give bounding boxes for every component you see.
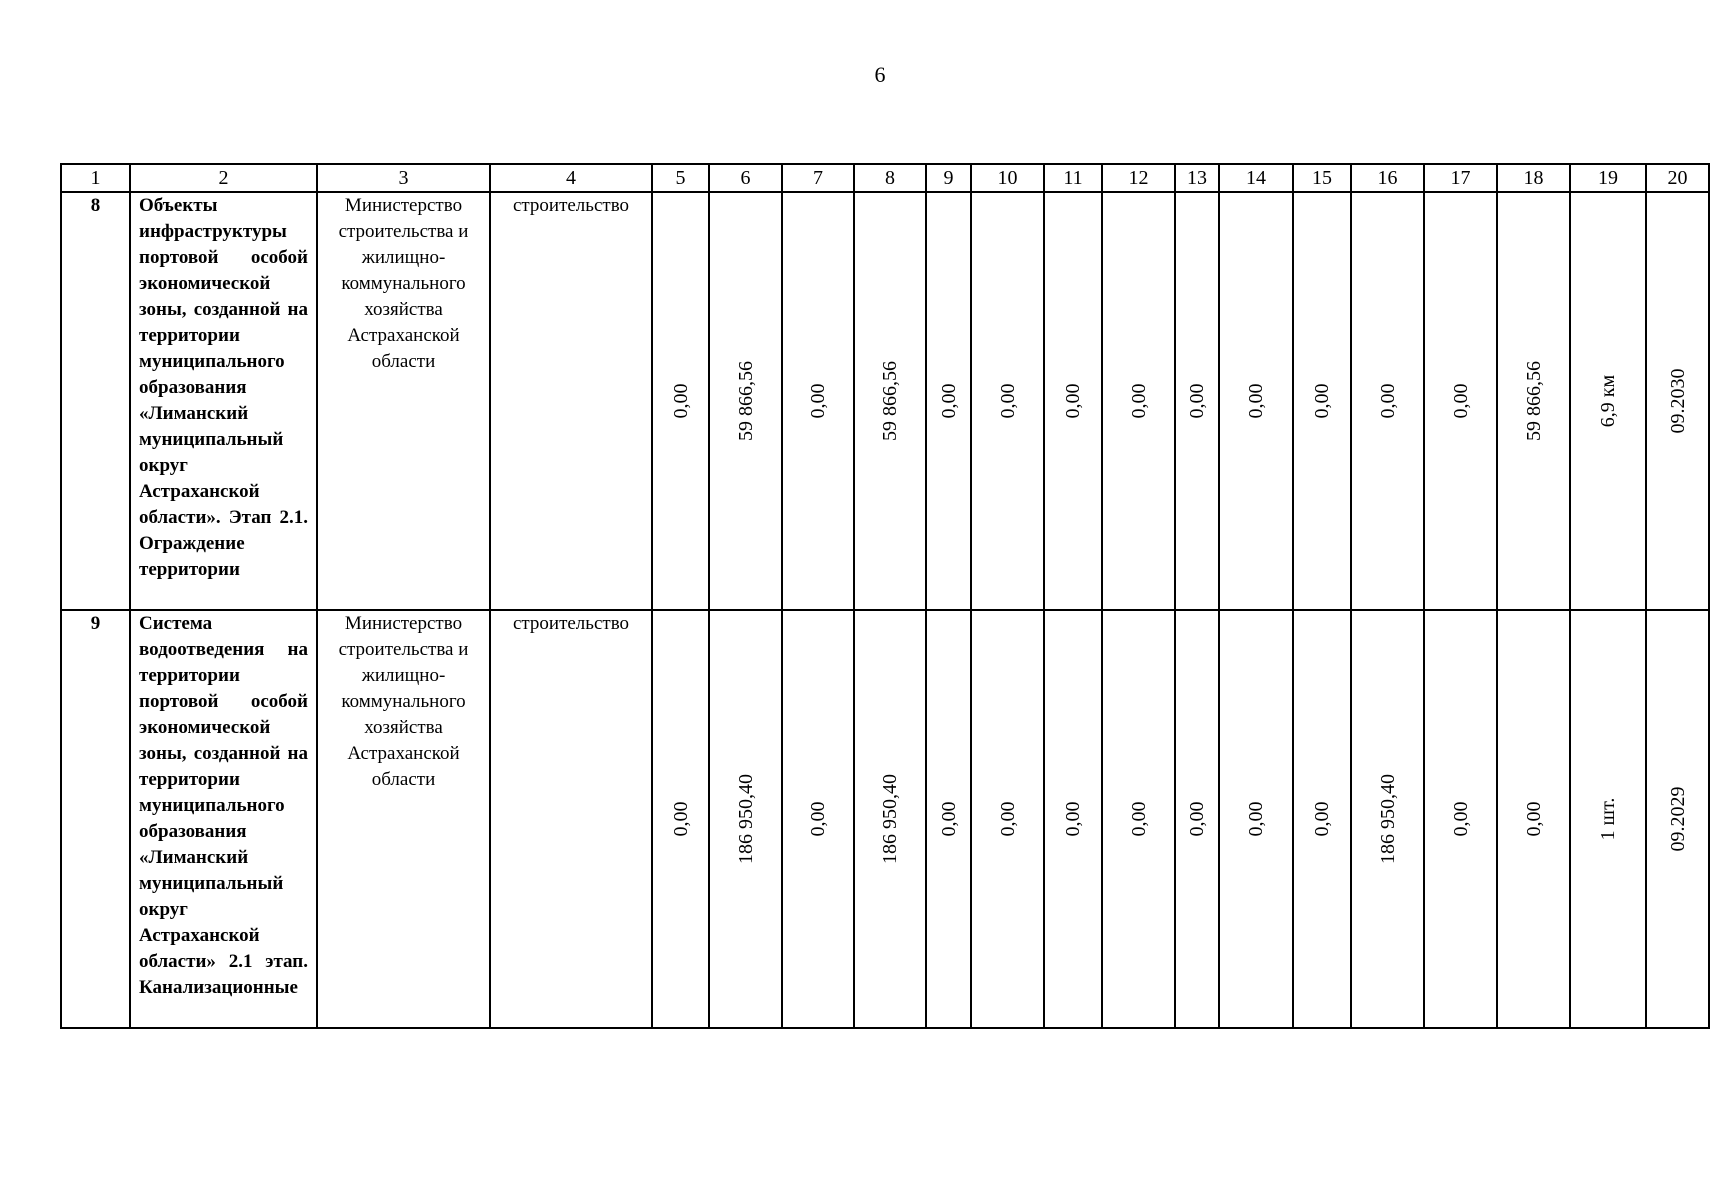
value-cell xyxy=(1293,192,1351,610)
column-header: 13 xyxy=(1175,164,1219,192)
value: 59 866,56 xyxy=(879,361,901,441)
value-cell xyxy=(926,610,971,1028)
page-number: 6 xyxy=(874,62,886,87)
value-cell xyxy=(652,610,709,1028)
column-header: 4 xyxy=(490,164,652,192)
value: 0,00 xyxy=(1311,383,1333,419)
value: 0,00 xyxy=(669,801,692,837)
value: 0,00 xyxy=(1186,801,1208,837)
value-cell xyxy=(782,192,854,610)
value: 186 950,40 xyxy=(734,774,757,864)
value-cell xyxy=(1175,192,1219,610)
value: 09.2029 xyxy=(1666,786,1689,852)
value: 0,00 xyxy=(1311,801,1333,837)
value: 0,00 xyxy=(1376,383,1399,419)
column-header: 6 xyxy=(709,164,782,192)
column-header: 1 xyxy=(61,164,130,192)
value: 59 866,56 xyxy=(734,361,757,441)
column-header: 15 xyxy=(1293,164,1351,192)
column-header: 2 xyxy=(130,164,317,192)
value-cell xyxy=(1175,610,1219,1028)
value-cell xyxy=(1646,192,1709,610)
value: 0,00 xyxy=(1127,801,1150,837)
ministry: Министерство строительства и жилищно-коммунального хозяйства Астраханской области xyxy=(317,192,490,610)
object-name: Система водоотведения на территории портовой особой экономической зоны, созданной на территории муниципального образования «Лиманский муниципальный округ Астраханской области» 2.1 этап. Канализационные xyxy=(139,613,308,998)
column-header: 9 xyxy=(926,164,971,192)
value: 0,00 xyxy=(807,801,829,837)
column-header: 14 xyxy=(1219,164,1293,192)
column-header: 12 xyxy=(1102,164,1175,192)
value: 0,00 xyxy=(1245,383,1267,419)
value: 1 шт. xyxy=(1597,797,1619,841)
value-cell xyxy=(854,192,926,610)
value-cell xyxy=(1424,192,1497,610)
value: 0,00 xyxy=(1522,801,1545,837)
data-table xyxy=(60,163,1710,1029)
column-header: 16 xyxy=(1351,164,1424,192)
header-row xyxy=(61,164,1709,192)
column-header: 8 xyxy=(854,164,926,192)
object-name: Объекты инфраструктуры портовой особой экономической зоны, созданной на территории муниципального образования «Лиманский муниципальный округ Астраханской области». Этап 2.1. Ограждение территории xyxy=(139,195,308,580)
value-cell xyxy=(1044,610,1102,1028)
value: 186 950,40 xyxy=(1376,774,1399,864)
value-cell xyxy=(1219,192,1293,610)
value-cell xyxy=(652,192,709,610)
column-header: 19 xyxy=(1570,164,1646,192)
value: 0,00 xyxy=(669,383,692,419)
row-number: 9 xyxy=(61,610,130,1028)
value-cell xyxy=(1044,192,1102,610)
value-cell xyxy=(1497,192,1570,610)
object-name-cell xyxy=(130,192,317,610)
value-cell xyxy=(1570,610,1646,1028)
value: 0,00 xyxy=(1186,383,1208,419)
work-type: строительство xyxy=(490,192,652,610)
value-cell xyxy=(782,610,854,1028)
value-cell xyxy=(1102,192,1175,610)
value-cell xyxy=(1646,610,1709,1028)
value-cell xyxy=(854,610,926,1028)
value-cell xyxy=(709,192,782,610)
value: 0,00 xyxy=(1449,383,1472,419)
value-cell xyxy=(1351,610,1424,1028)
value-cell xyxy=(1293,610,1351,1028)
value-cell xyxy=(1424,610,1497,1028)
value-cell xyxy=(1351,192,1424,610)
value: 0,00 xyxy=(1062,801,1084,837)
column-header: 11 xyxy=(1044,164,1102,192)
ministry: Министерство строительства и жилищно-коммунального хозяйства Астраханской области xyxy=(317,610,490,1028)
value: 59 866,56 xyxy=(1522,361,1545,441)
column-header: 18 xyxy=(1497,164,1570,192)
column-header: 7 xyxy=(782,164,854,192)
value: 0,00 xyxy=(996,383,1019,419)
value: 0,00 xyxy=(1449,801,1472,837)
column-header: 20 xyxy=(1646,164,1709,192)
column-header: 17 xyxy=(1424,164,1497,192)
value-cell xyxy=(1497,610,1570,1028)
value: 0,00 xyxy=(1127,383,1150,419)
value-cell xyxy=(1219,610,1293,1028)
table-row xyxy=(61,610,1709,1028)
value-cell xyxy=(1570,192,1646,610)
value: 0,00 xyxy=(937,801,960,837)
value-cell xyxy=(709,610,782,1028)
value: 09.2030 xyxy=(1666,368,1689,434)
value: 6,9 км xyxy=(1597,374,1619,428)
value-cell xyxy=(971,610,1044,1028)
value: 0,00 xyxy=(1245,801,1267,837)
column-header: 10 xyxy=(971,164,1044,192)
column-header: 3 xyxy=(317,164,490,192)
value: 0,00 xyxy=(1062,383,1084,419)
value: 0,00 xyxy=(996,801,1019,837)
object-name-cell xyxy=(130,610,317,1028)
value-cell xyxy=(926,192,971,610)
work-type: строительство xyxy=(490,610,652,1028)
table-row xyxy=(61,192,1709,610)
value-cell xyxy=(971,192,1044,610)
value: 0,00 xyxy=(807,383,829,419)
value: 186 950,40 xyxy=(879,774,901,864)
value: 0,00 xyxy=(937,383,960,419)
value-cell xyxy=(1102,610,1175,1028)
row-number: 8 xyxy=(61,192,130,610)
column-header: 5 xyxy=(652,164,709,192)
